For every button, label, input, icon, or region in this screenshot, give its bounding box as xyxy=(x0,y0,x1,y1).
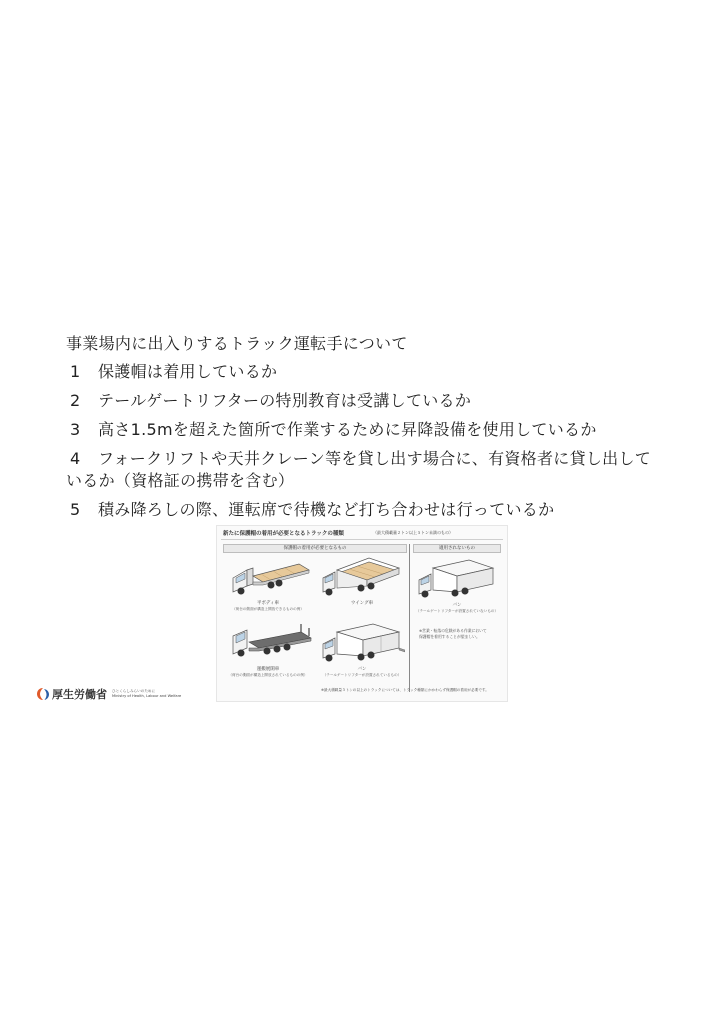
ministry-english-name: Ministry of Health, Labour and Welfare xyxy=(112,694,182,698)
ministry-sub-text xyxy=(112,689,181,699)
figure-footnote: ※最大積載量５トンの以上のトラックについては、トラック種類にかかわらず保護帽の着用が必要です。 xyxy=(321,688,489,692)
item-number: 5 xyxy=(70,500,81,519)
not-applicable-panel xyxy=(413,544,501,692)
checklist-section xyxy=(66,333,666,528)
truck-label: バン xyxy=(452,603,462,608)
item-number: 3 xyxy=(70,420,81,439)
checklist-item-2 xyxy=(66,390,666,412)
truck-sub-label: （テールゲートリフターが設置されていないもの） xyxy=(415,609,499,613)
not-applicable-header: 適用されないもの xyxy=(413,544,501,553)
item-text: 積み降ろしの際、運転席で待機など打ち合わせは行っているか xyxy=(98,500,555,519)
checklist-heading: 事業場内に出入りするトラック運転手について xyxy=(66,334,408,353)
ministry-tagline: ひとくらしみらいのために xyxy=(112,689,156,693)
truck-label: バン xyxy=(357,667,367,672)
item-number: 4 xyxy=(70,449,81,468)
carrier-truck-icon xyxy=(227,622,313,664)
truck-types-figure xyxy=(216,525,508,702)
truck-sub-label: （テールゲートリフターが設置されているもの） xyxy=(322,673,402,677)
truck-label: ウイング車 xyxy=(350,601,374,606)
checklist-item-1 xyxy=(66,361,666,383)
figure-title-note: （最大積載量２トン以上５トン未満のもの） xyxy=(373,530,453,535)
recommendation-note-2: 保護帽を着用することが望ましい。 xyxy=(419,634,480,639)
checklist-item-4 xyxy=(66,448,666,492)
required-panel-header: 保護帽の着用が必要となるもの xyxy=(223,544,407,553)
flatbed-truck-icon xyxy=(227,558,313,600)
van-truck-icon xyxy=(319,622,405,666)
required-panel xyxy=(223,544,407,692)
item-text: テールゲートリフターの特別教育は受講しているか xyxy=(98,391,472,410)
checklist-item-3 xyxy=(66,419,666,441)
wing-truck-icon xyxy=(319,556,405,600)
figure-title: 新たに保護帽の着用が必要となるトラックの種類 xyxy=(223,531,344,537)
item-text: フォークリフトや天井クレーン等を貸し出す場合に、有資格者に貸し出しているか（資格証の携帯を含む） xyxy=(66,449,652,490)
item-number: 1 xyxy=(70,362,81,381)
panel-divider xyxy=(409,544,410,692)
ministry-logo xyxy=(36,686,181,702)
truck-label: 平ボディ車 xyxy=(256,601,280,606)
item-text: 保護帽は着用しているか xyxy=(98,362,278,381)
recommendation-note-1: ※営業・転落の危険がある作業において xyxy=(419,628,487,633)
truck-sub-label: （荷台の側面が構造上開放できるものの例） xyxy=(232,607,304,611)
item-number: 2 xyxy=(70,391,81,410)
figure-title-bar xyxy=(221,529,503,540)
ministry-name: 厚生労働省 xyxy=(52,688,107,701)
ministry-emblem-icon xyxy=(36,687,50,701)
item-text: 高さ1.5mを超えた箇所で作業するために昇降設備を使用しているか xyxy=(98,420,597,439)
checklist-item-5 xyxy=(66,499,666,521)
truck-label: 運搬展開車 xyxy=(256,667,280,672)
truck-sub-label: （荷台の側面が構造上開放されているものの例） xyxy=(228,673,308,677)
van-truck-no-lifter-icon xyxy=(415,558,499,602)
